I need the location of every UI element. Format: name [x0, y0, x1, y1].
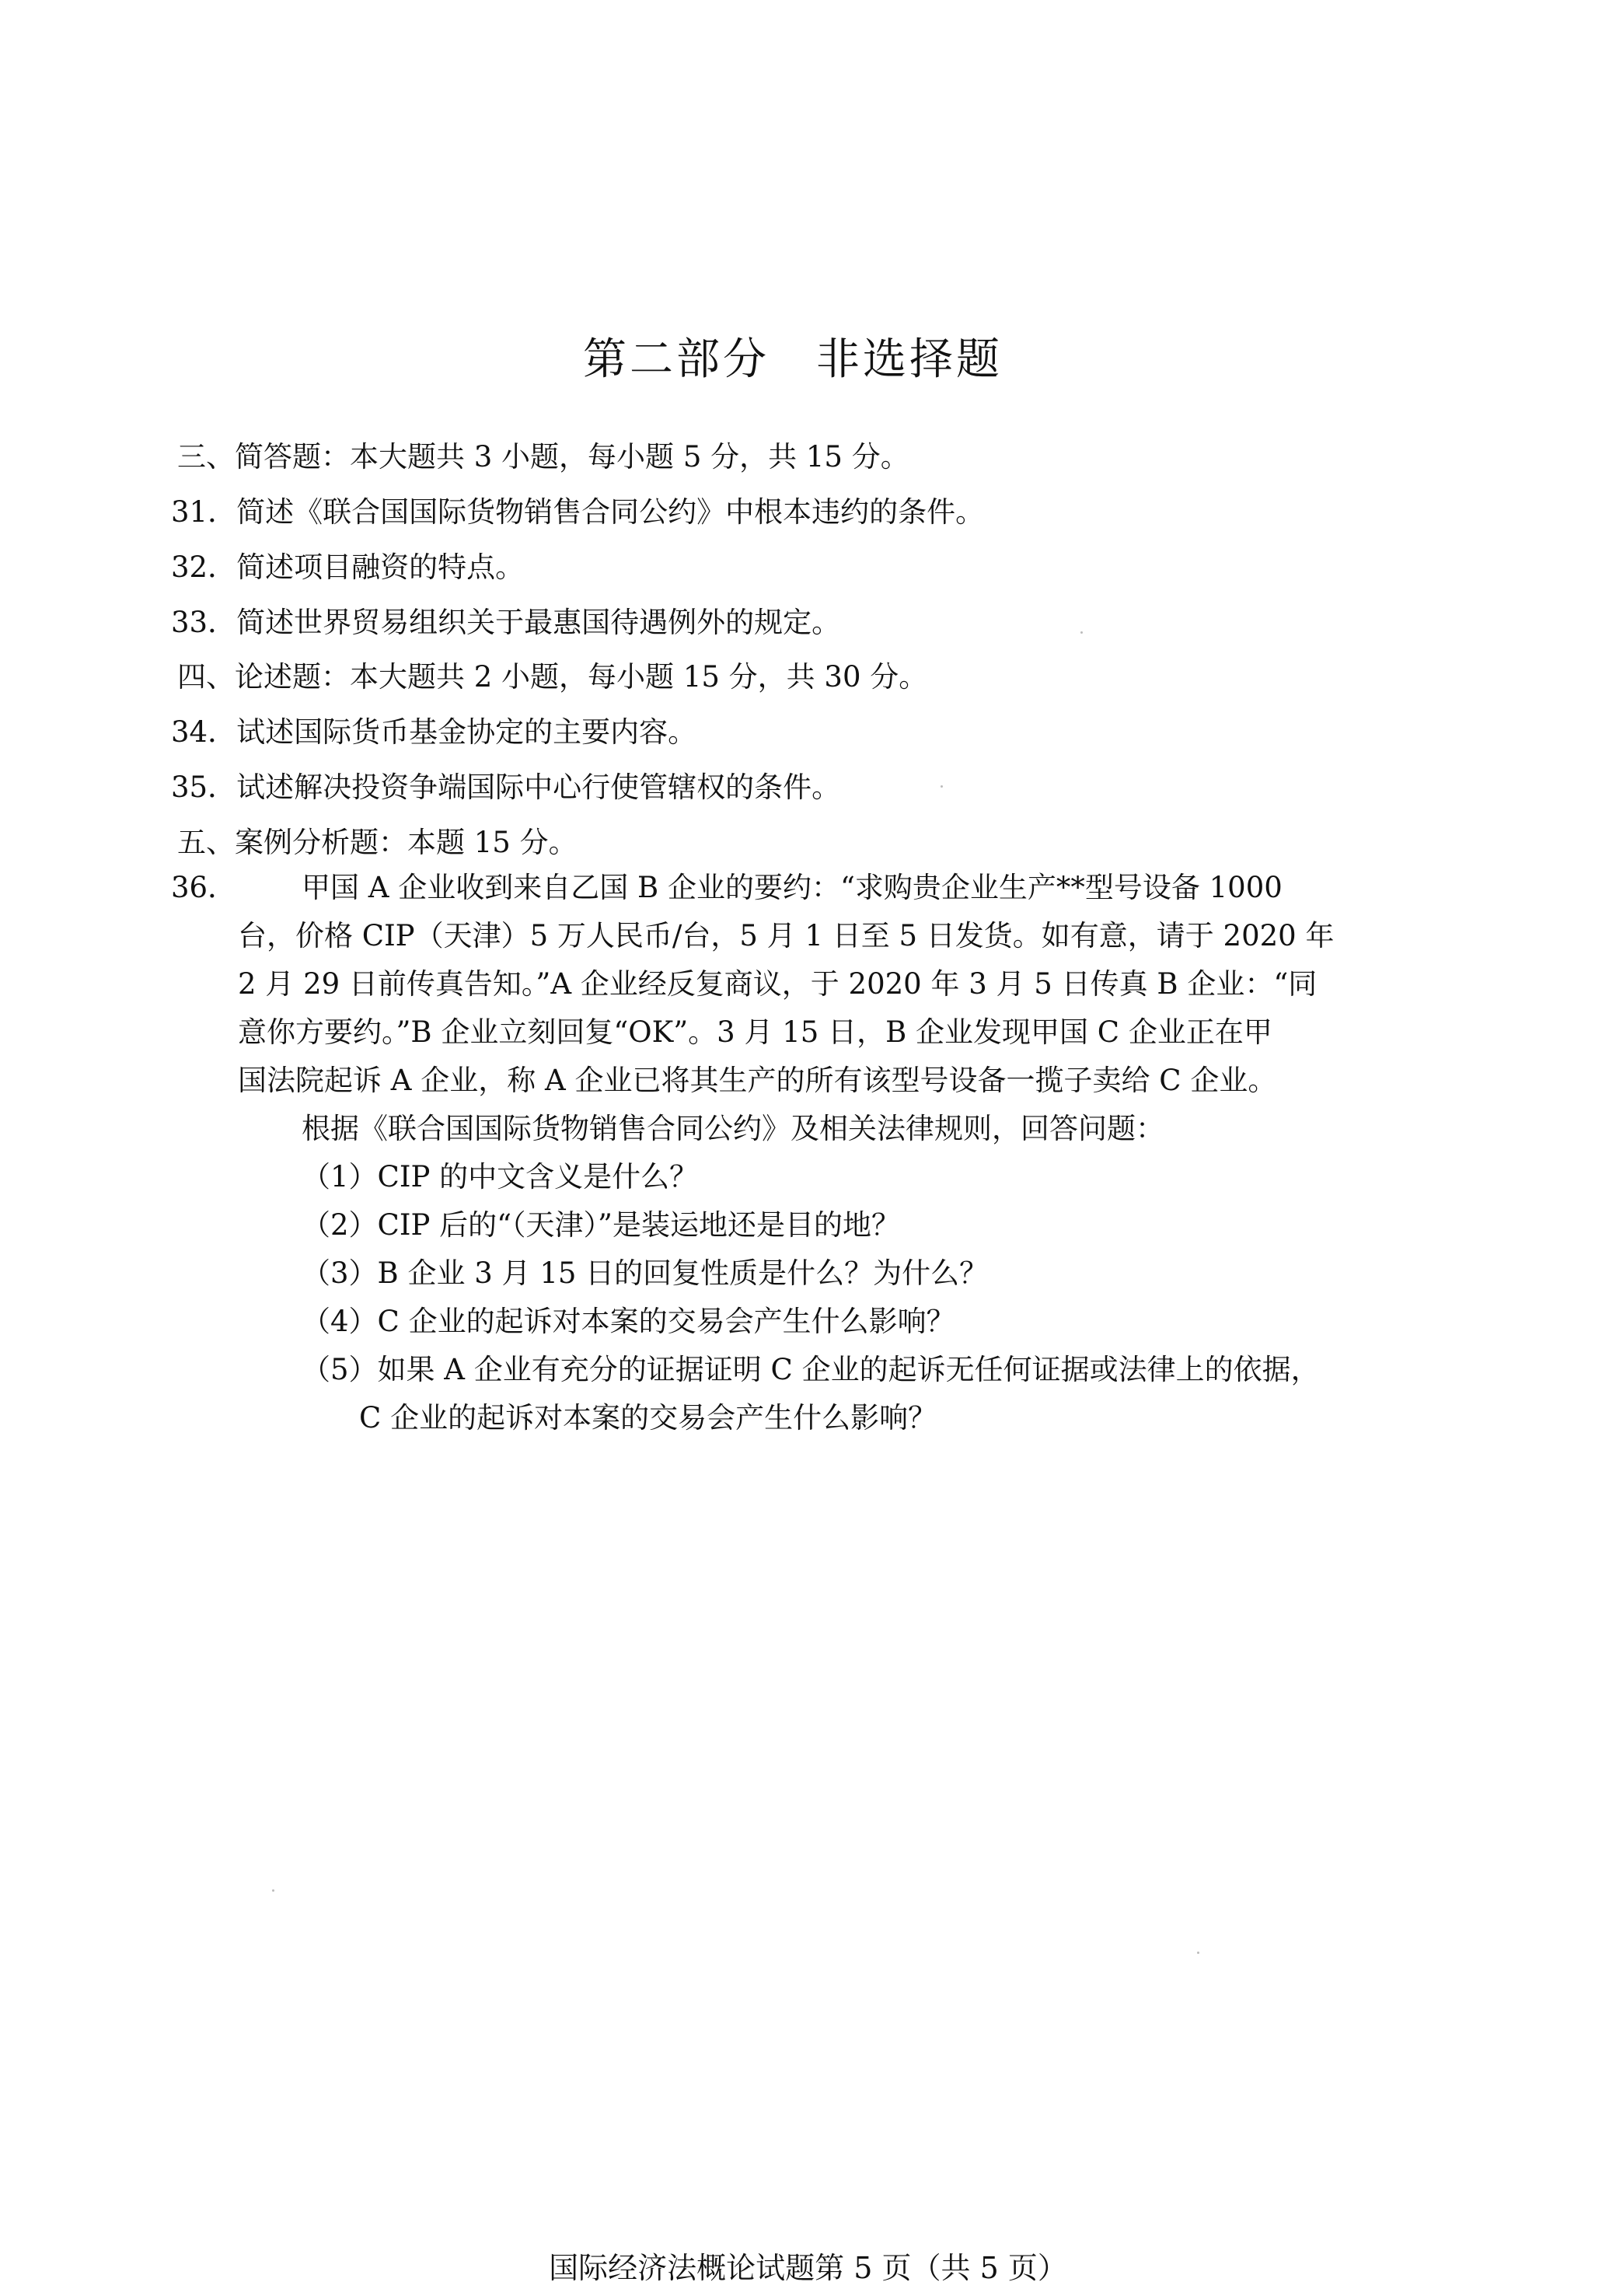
question-35: 35．试述解决投资争端国际中心行使管辖权的条件。 — [171, 771, 841, 804]
sub-question: （2）CIP 后的“（天津）”是装运地还是目的地？ — [302, 1208, 900, 1242]
sub-question: （4）C 企业的起诉对本案的交易会产生什么影响？ — [302, 1305, 955, 1338]
question-32: 32．简述项目融资的特点。 — [171, 550, 525, 584]
scan-speck — [1197, 1952, 1199, 1954]
section-5-heading: 五、案例分析题：本题 15 分。 — [177, 826, 578, 859]
sub-question: （5）如果 A 企业有充分的证据证明 C 企业的起诉无任何证据或法律上的依据， — [302, 1353, 1320, 1386]
page-footer: 国际经济法概论试题第 5 页（共 5 页） — [549, 2251, 1067, 2285]
case-line: 2 月 29 日前传真告知。”A 企业经反复商议，于 2020 年 3 月 5 日传真 B 企业：“同 — [238, 967, 1318, 1001]
case-line: 国法院起诉 A 企业，称 A 企业已将其生产的所有该型号设备一揽子卖给 C 企业。 — [238, 1064, 1277, 1097]
section-3-heading: 三、简答题：本大题共 3 小题，每小题 5 分，共 15 分。 — [177, 440, 909, 474]
scan-speck — [941, 785, 943, 788]
sub-question: （3）B 企业 3 月 15 日的回复性质是什么？为什么？ — [302, 1256, 989, 1290]
question-34: 34．试述国际货币基金协定的主要内容。 — [171, 715, 697, 749]
page-title: 第二部分 非选择题 — [583, 334, 1003, 385]
question-36-number: 36． — [171, 871, 237, 904]
case-line: 甲国 A 企业收到来自乙国 B 企业的要约：“求购贵企业生产**型号设备 1000 — [302, 871, 1283, 904]
sub-question: （1）CIP 的中文含义是什么？ — [302, 1160, 699, 1193]
section-4-heading: 四、论述题：本大题共 2 小题，每小题 15 分，共 30 分。 — [177, 660, 928, 694]
question-33: 33．简述世界贸易组织关于最惠国待遇例外的规定。 — [171, 606, 841, 639]
question-31: 31．简述《联合国国际货物销售合同公约》中根本违约的条件。 — [171, 495, 985, 529]
case-line: 台，价格 CIP（天津）5 万人民币/台，5 月 1 日至 5 日发货。如有意，请于 2020 年 — [238, 919, 1335, 952]
sub-question-continuation: C 企业的起诉对本案的交易会产生什么影响？ — [359, 1401, 937, 1435]
question-intro: 根据《联合国国际货物销售合同公约》及相关法律规则，回答问题： — [302, 1112, 1164, 1145]
scan-speck — [1080, 631, 1083, 634]
case-line: 意你方要约。”B 企业立刻回复“OK”。3 月 15 日，B 企业发现甲国 C 企业正在甲 — [238, 1015, 1272, 1049]
scan-speck — [272, 1889, 274, 1892]
